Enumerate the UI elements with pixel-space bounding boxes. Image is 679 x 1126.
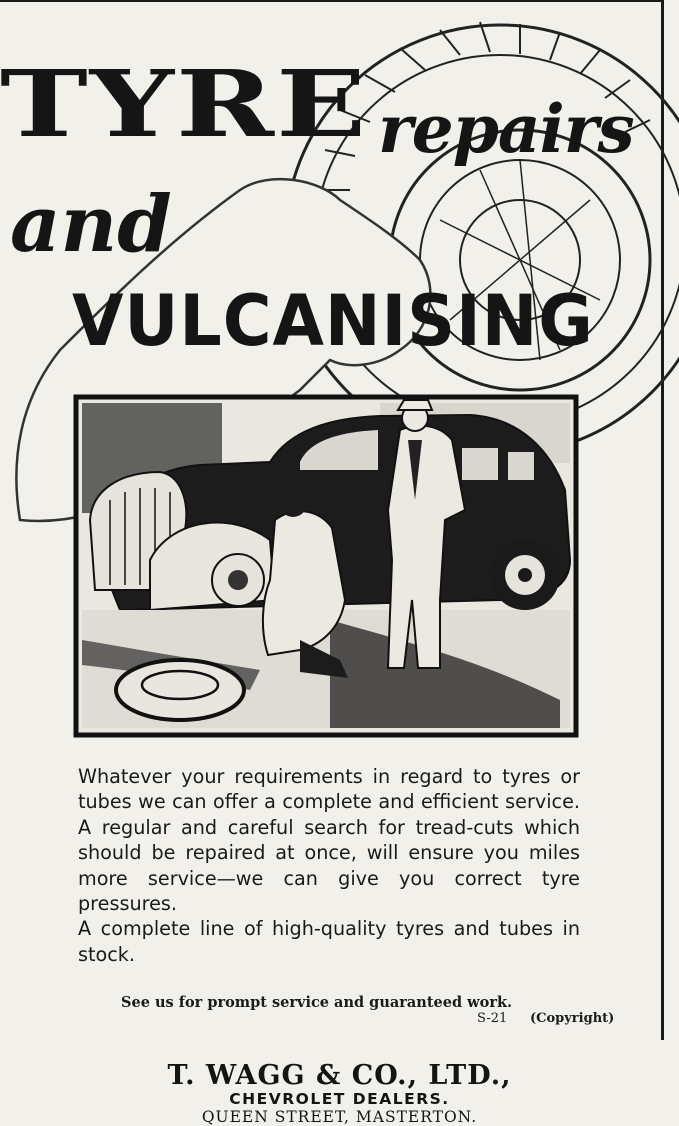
advertiser-address: QUEEN STREET, MASTERTON. bbox=[201, 1108, 478, 1126]
advertiser-line: CHEVROLET DEALERS. bbox=[229, 1090, 450, 1108]
workshop-scene bbox=[76, 397, 576, 735]
tagline: See us for prompt service and guaranteed work. bbox=[121, 994, 513, 1011]
copyright-note: (Copyright) bbox=[530, 1011, 615, 1026]
headline-tyre: TYRE bbox=[0, 49, 369, 158]
ad-code: S-21 bbox=[477, 1011, 508, 1026]
headline-vulcanising: VULCANISING bbox=[72, 280, 594, 362]
body-paragraph-1: Whatever your requirements in regard to tyres or tubes we can offer a complete and efficient service. A regular and careful search for tread-cuts which should be repaired at once, will ensure you miles more service—we can give you correct tyre pressures. bbox=[78, 765, 580, 916]
headline-and: and bbox=[10, 179, 172, 270]
advert-body bbox=[78, 764, 580, 967]
advertiser-name: T. WAGG & CO., LTD., bbox=[167, 1060, 512, 1091]
body-paragraph-2: A complete line of high-quality tyres and tubes in stock. bbox=[78, 917, 580, 966]
headline-repairs: repairs bbox=[378, 90, 634, 168]
